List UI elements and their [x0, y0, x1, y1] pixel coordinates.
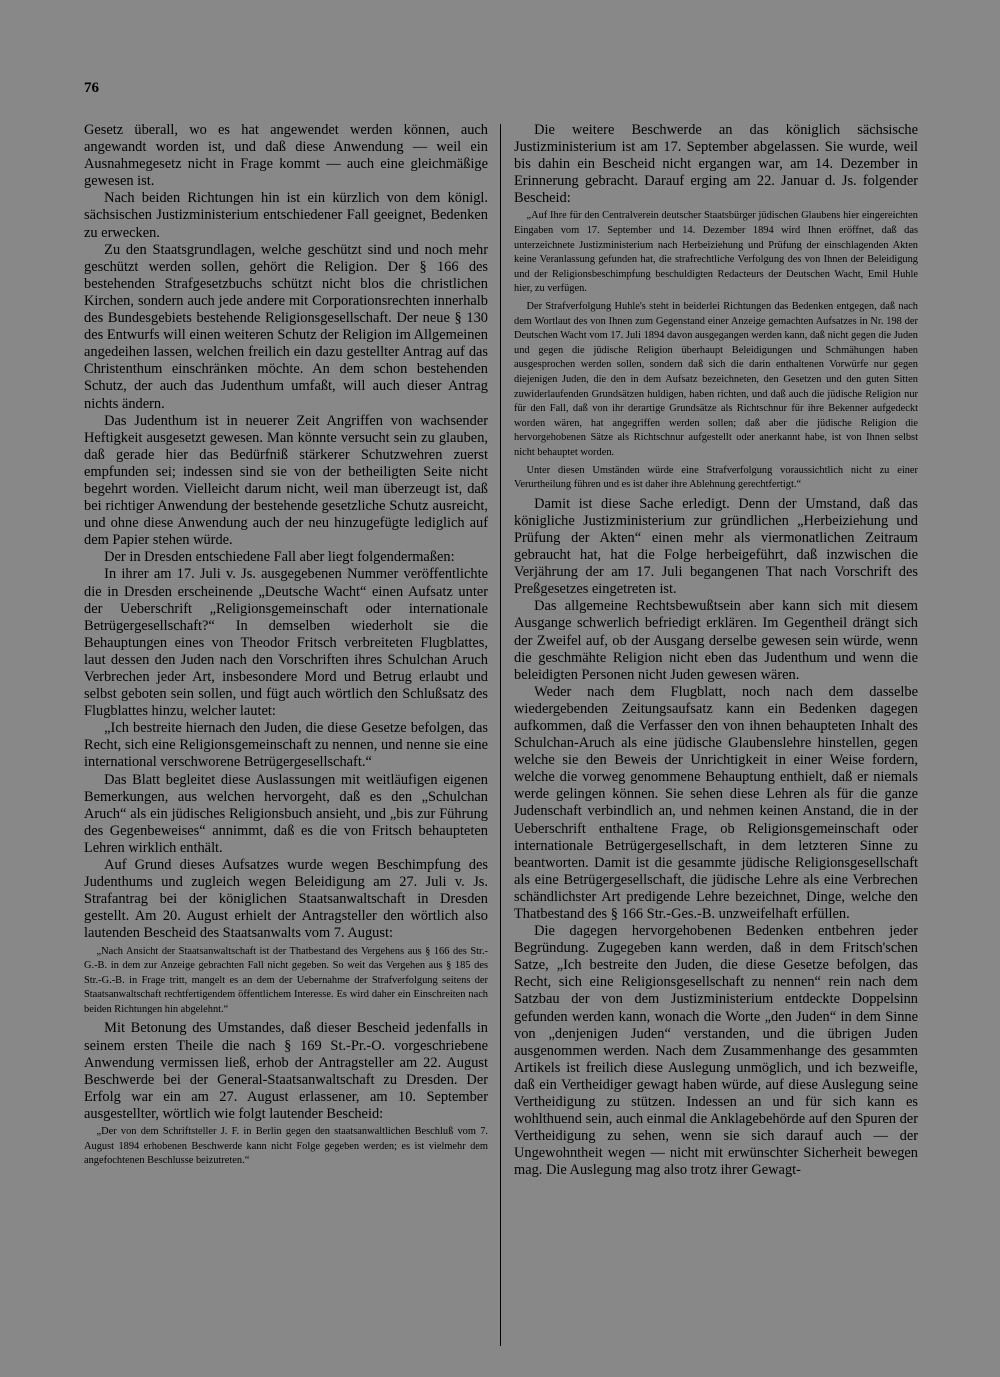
paragraph: Weder nach dem Flugblatt, noch nach dem dasselbe wiedergebenden Zeitungsaufsatz kann ein Bedenken dagegen aufkommen, daß die Verfasser den von ihnen behaupteten Inhalt des Schulchan-Aruch als eine jüdische Glaubenslehre hinstellen, gegen welche sie den Beweis der Unrichtigkeit in einer Weise fordern, welche die vorweg genommene Behauptung enthielt, daß er niemals werde gelingen können. Sie sehen diese Lehren als für die ganze Judenschaft verbindlich an, und nehmen keinen Anstand, die in der Ueberschrift enthaltene Frage, ob Religionsgemeinschaft oder internationale Betrügergesellschaft, in dem letzteren Sinne zu beantworten. Damit ist die gesammte jüdische Religionsgesellschaft als eine Betrügergesellschaft, die jüdische Lehre als eine Verbrechen schändlichster Art predigende Lehre bezeichnet, Dinge, welche den Thatbestand des § 166 Str.-Ges.-B. unzweifelhaft erfüllen. [514, 683, 918, 922]
paragraph: Das Blatt begleitet diese Auslassungen mit weitläufigen eigenen Bemerkungen, aus welchen hervorgeht, daß es den „Schulchan Aruch“ als ein jüdisches Religionsbuch ansieht, und „bis zur Führung des Gegenbeweises“ annimmt, daß es die von Fritsch behaupteten Lehren wirklich enthält. [84, 771, 488, 856]
paragraph: Nach beiden Richtungen hin ist ein kürzlich von dem königl. sächsischen Justizministerium entschiedener Fall geeignet, Bedenken zu erwecken. [84, 190, 488, 241]
paragraph: In ihrer am 17. Juli v. Js. ausgegebenen Nummer veröffentlichte die in Dresden erscheinende „Deutsche Wacht“ einen Aufsatz unter der Ueberschrift „Religionsgemeinschaft oder internationale Betrügergesellschaft?“ In demselben wiederholt sie die Behauptungen eines von Theodor Fritsch verbreiteten Flugblattes, laut dessen den Juden nach den Vorschriften ihres Schulchan Aruch Verbrechen jeder Art, insbesondere Mord und Betrug erlaubt und selbst geboten sein sollen, und fügt auch wörtlich den Schlußsatz des Flugblattes hinzu, welcher lautet: [84, 566, 488, 720]
quoted-passage: „Nach Ansicht der Staatsanwaltschaft ist der Thatbestand des Vergehens aus § 166 des Str.-G.-B. in dem zur Anzeige gebrachten Fall nicht gegeben. So weit das Vergehen aus § 185 des Str.-G.-B. in Frage tritt, mangelt es an dem der Uebernahme der Strafverfolgung seitens der Staatsanwaltschaft rechtfertigendem öffentlichem Interesse. Es wird daher ein Einschreiten nach beiden Richtungen hin abgelehnt.“ [84, 945, 488, 1015]
paragraph: Das allgemeine Rechtsbewußtsein aber kann sich mit diesem Ausgange schwerlich befriedigt erklären. Im Gegentheil drängt sich der Zweifel auf, ob der Ausgang derselbe gewesen sein würde, wenn die geschmähte Religion nicht eben das Judenthum und wenn die beleidigten Personen nicht Juden gewesen wären. [514, 598, 918, 683]
left-column [84, 122, 488, 1172]
paragraph: Auf Grund dieses Aufsatzes wurde wegen Beschimpfung des Judenthums und zugleich wegen Beleidigung am 27. Juli v. Js. Strafantrag bei der königlichen Staatsanwaltschaft in Dresden gestellt. Am 20. August erhielt der Antragsteller den wörtlich also lautenden Bescheid des Staatsanwalts vom 7. August: [84, 857, 488, 942]
quoted-passage: „Auf Ihre für den Centralverein deutscher Staatsbürger jüdischen Glaubens hier eingereichten Eingaben vom 17. September und 14. Dezember 1894 wird Ihnen eröffnet, daß das unterzeichnete Justizministerium nach Herbeiziehung und Prüfung der einschlagenden Akten keine Veranlassung gefunden hat, die strafrechtliche Verfolgung des von Ihnen der Beleidigung und der Religionsbeschimpfung beschuldigten Redacteurs der Deutschen Wacht, Emil Huhle hier, zu verfügen. [514, 210, 918, 295]
right-column [514, 122, 918, 1180]
paragraph: Mit Betonung des Umstandes, daß dieser Bescheid jedenfalls in seinem ersten Theile die nach § 169 St.-Pr.-O. vorgeschriebene Anwendung vermissen ließ, erhob der Antragsteller am 22. August Beschwerde bei der General-Staatsanwaltschaft zu Dresden. Der Erfolg war ein am 27. August erlassener, am 10. September ausgestellter, wörtlich wie folgt lautender Bescheid: [84, 1020, 488, 1122]
paragraph: Die dagegen hervorgehobenen Bedenken entbehren jeder Begründung. Zugegeben kann werden, daß in dem Fritsch'schen Satze, „Ich bestreite den Juden, die diese Gesetze befolgen, das Recht, sich eine Religionsgesellschaft zu nennen“ rein nach dem Satzbau der von dem Justizministerium entdeckte Doppelsinn gefunden werden kann, wonach die Worte „den Juden“ in dem Sinne von „denjenigen Juden“ verstanden, und die übrigen Juden ausgenommen werden. Nach dem Zusammenhange des gesammten Artikels ist freilich diese Auslegung unmöglich, und ich bezweifle, daß ein Vertheidiger gewagt haben würde, auf diese Auslegung seine Vertheidigung zu stützen. Indessen an und für sich kann es wohlthuend sein, auch einmal die Anklagebehörde auf den Spuren der Vertheidigung zu sehen, wenn sie sich darauf auch — der Ungewohntheit wegen — nicht mit erwünschter Sicherheit bewegen mag. Die Auslegung mag also trotz ihrer Gewagt- [514, 923, 918, 1179]
paragraph: Gesetz überall, wo es hat angewendet werden können, auch angewandt worden ist, und daß diese Anwendung — weil ein Ausnahmegesetz nicht in Frage kommt — auch eine gleichmäßige gewesen ist. [84, 122, 488, 190]
paragraph: Das Judenthum ist in neuerer Zeit Angriffen von wachsender Heftigkeit ausgesetzt gewesen. Man könnte versucht sein zu glauben, daß gerade hier das Bedürfniß stärkerer Schutzwehren zuerst empfunden sei; indessen sind sie von der betheiligten Seite nicht begehrt worden. Vielleicht darum nicht, weil man überzeugt ist, daß bei richtiger Anwendung der bestehende gesetzliche Schutz ausreicht, und ohne diese Anwendung auch der neu hinzugefügte lediglich auf dem Papier stehen würde. [84, 412, 488, 549]
page-number: 76 [84, 80, 99, 96]
paragraph: Die weitere Beschwerde an das königlich sächsische Justizministerium ist am 17. September abgelassen. Sie wurde, weil bis dahin ein Bescheid nicht ergangen war, am 14. Dezember in Erinnerung gebracht. Darauf erging am 22. Januar d. Js. folgender Bescheid: [514, 122, 918, 207]
quoted-passage: Der Strafverfolgung Huhle's steht in beiderlei Richtungen das Bedenken entgegen, daß nach dem Wortlaut des von Ihnen zum Gegenstand einer Anzeige gemachten Aufsatzes in Nr. 198 der Deutschen Wacht vom 17. Juli 1894 davon ausgegangen werden kann, daß nicht gegen die Juden und gegen die jüdische Religion überhaupt Beleidigungen und Schmähungen haben ausgesprochen werden sollen, sondern daß sich die darin enthaltenen Vorwürfe nur gegen diejenigen Juden, die den in dem Aufsatz bezeichneten, den Gesetzen und den guten Sitten zuwiderlaufenden Grundsätzen huldigen, haben richten, und daß auch die jüdische Religion nur für den Fall, daß von ihr derartige Grundsätze als Richtschnur für ihre Bekenner aufgedeckt worden wären, hat angegriffen werden sollen; daß aber die jüdische Religion die hervorgehobenen Sätze als Richtschnur aufgestellt oder anerkannt habe, ist von Ihnen selbst nicht behauptet worden. [514, 301, 918, 458]
paragraph: „Ich bestreite hiernach den Juden, die diese Gesetze befolgen, das Recht, sich eine Religionsgemeinschaft zu nennen, und nenne sie eine international verschworene Betrügergesellschaft.“ [84, 720, 488, 771]
paragraph: Damit ist diese Sache erledigt. Denn der Umstand, daß das königliche Justizministerium zur gründlichen „Herbeiziehung und Prüfung der Akten“ einen mehr als viermonatlichen Zeitraum gebraucht hat, hat die Folge herbeigeführt, daß inzwischen die Verjährung der am 17. Juli begangenen That nach Vorschrift des Preßgesetzes eingetreten ist. [514, 495, 918, 598]
quoted-passage: „Der von dem Schriftsteller J. F. in Berlin gegen den staatsanwaltlichen Beschluß vom 7. August 1894 erhobenen Beschwerde kann nicht Folge gegeben werden; es ist vielmehr dem angefochtenen Beschlusse beizutreten.“ [84, 1126, 488, 1167]
paragraph: Zu den Staatsgrundlagen, welche geschützt sind und noch mehr geschützt werden sollen, gehört die Religion. Der § 166 des bestehenden Strafgesetzbuchs schützt nicht blos die christlichen Kirchen, sondern auch jede andere mit Corporationsrechten innerhalb des Bundesgebiets bestehende Religionsgesellschaft. Der neue § 130 des Entwurfs will einen weiteren Schutz der Religion im Allgemeinen angedeihen lassen, welchen freilich ein dazu gestellter Antrag auf das Christenthum einschränken möchte. An dem schon bestehenden Schutz, der auch das Judenthum umfaßt, will auch dieser Antrag nichts ändern. [84, 241, 488, 412]
quoted-passage: Unter diesen Umständen würde eine Strafverfolgung voraussichtlich nicht zu einer Verurtheilung führen und es ist daher ihre Ablehnung gerechtfertigt.“ [514, 464, 918, 491]
paragraph: Der in Dresden entschiedene Fall aber liegt folgendermaßen: [104, 549, 455, 566]
column-divider [500, 124, 501, 1346]
